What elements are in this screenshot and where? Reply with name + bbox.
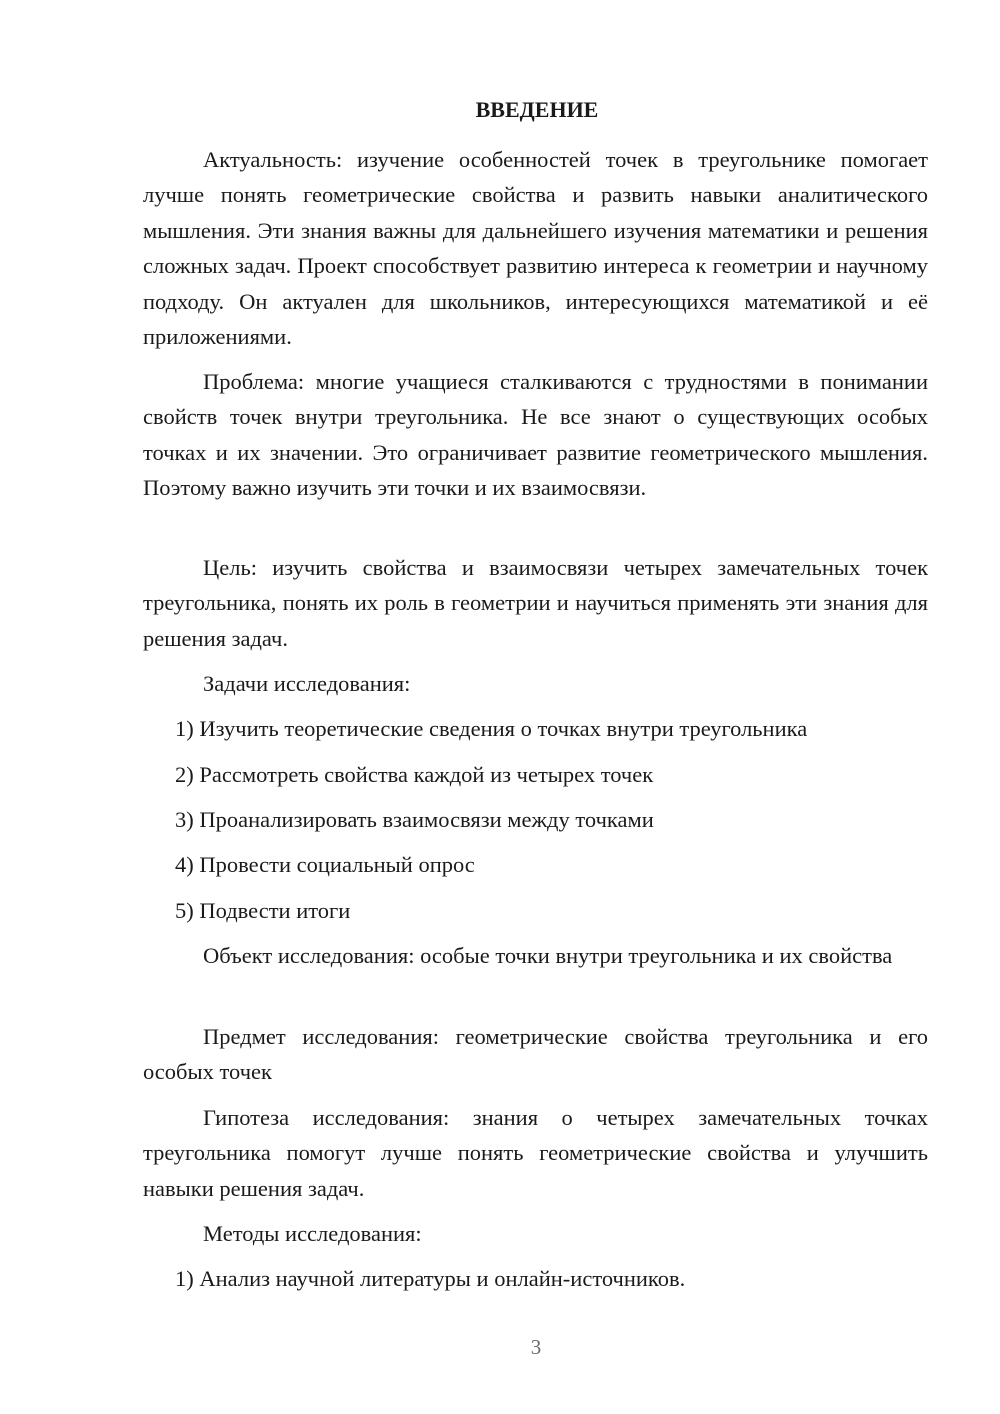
- page-number: 3: [530, 1335, 542, 1359]
- section-title: ВВЕДЕНИЕ: [475, 97, 599, 122]
- tasks-label: Задачи исследования:: [203, 671, 411, 696]
- subject-paragraph: Предмет исследования: геометрические свойства треугольника и его особых точек: [143, 1024, 928, 1085]
- object-paragraph: Объект исследования: особые точки внутри треугольника и их свойства: [203, 943, 893, 968]
- problem-paragraph: Проблема: многие учащиеся сталкиваются с трудностями в понимании свойств точек внутри треугольника. Не все знают о существующих особых точках и их значении. Это ограничивает развитие геометрического мышления. Поэтому важно изучить эти точки и их взаимосвязи.: [143, 369, 928, 501]
- relevance-paragraph: Актуальность: изучение особенностей точек в треугольнике помогает лучше понять геометрические свойства и развить навыки аналитического мышления. Эти знания важны для дальнейшего изучения математики и решения сложных задач. Проект способствует развитию интереса к геометрии и научному подходу. Он актуален для школьников, интересующихся математикой и её приложениями.: [143, 147, 928, 350]
- method-item: 1) Анализ научной литературы и онлайн-источников.: [175, 1266, 686, 1291]
- methods-label: Методы исследования:: [203, 1221, 422, 1246]
- hypothesis-paragraph: Гипотеза исследования: знания о четырех замечательных точках треугольника помогут лучше понять геометрические свойства и улучшить навыки решения задач.: [143, 1105, 928, 1201]
- goal-paragraph: Цель: изучить свойства и взаимосвязи четырех замечательных точек треугольника, понять их роль в геометрии и научиться применять эти знания для решения задач.: [143, 555, 928, 651]
- task-item: 2) Рассмотреть свойства каждой из четырех точек: [175, 762, 654, 787]
- task-item: 3) Проанализировать взаимосвязи между точками: [175, 807, 654, 832]
- task-item: 4) Провести социальный опрос: [175, 852, 475, 877]
- task-item: 1) Изучить теоретические сведения о точках внутри треугольника: [175, 716, 808, 741]
- task-item: 5) Подвести итоги: [175, 898, 351, 923]
